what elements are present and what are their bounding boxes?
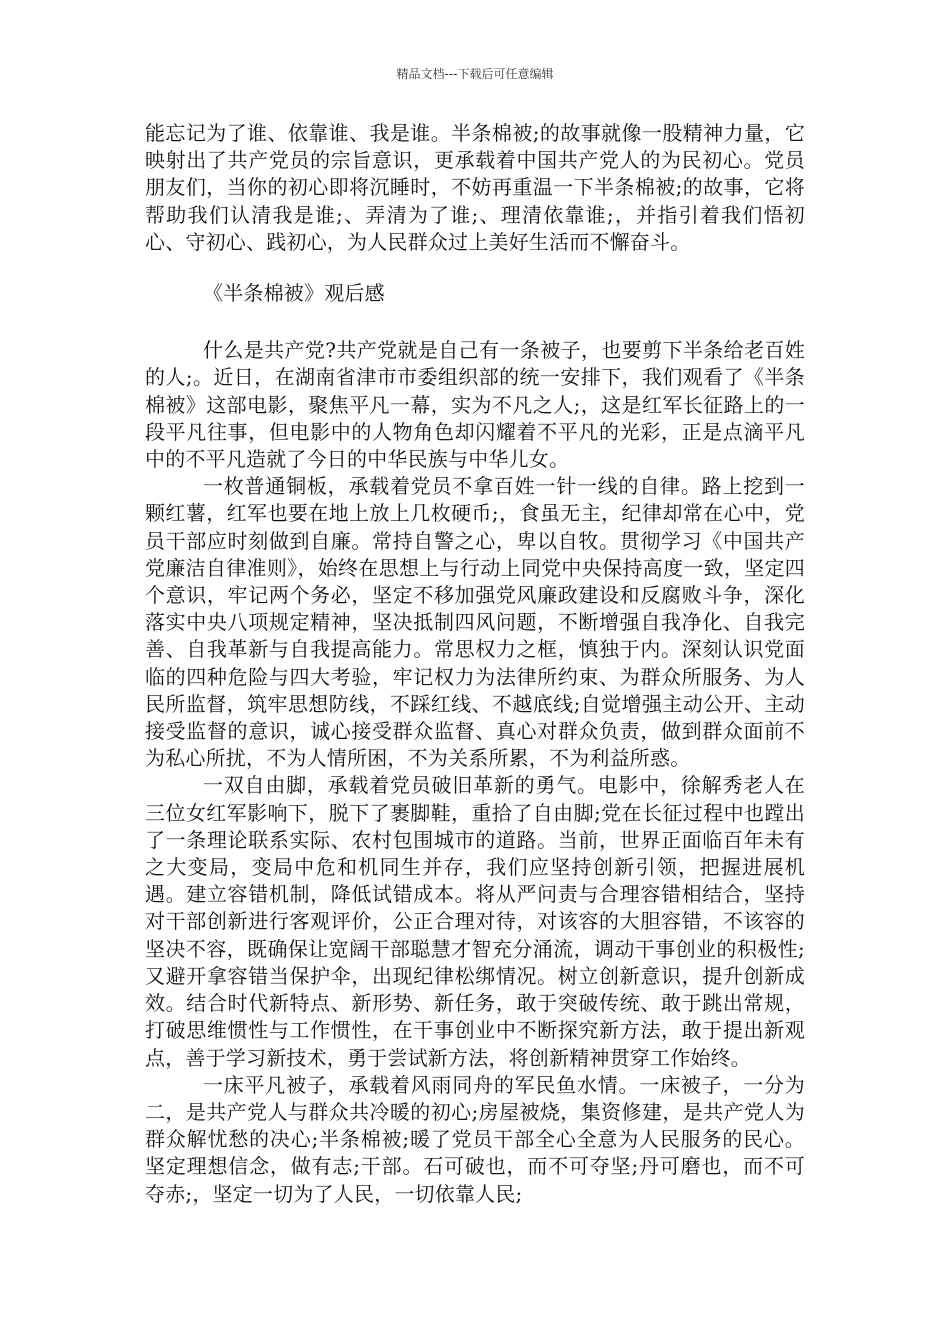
lead-paragraph: 能忘记为了谁、依靠谁、我是谁。半条棉被;的故事就像一股精神力量，它映射出了共产党员的宗旨意识，更承载着中国共产党人的为民初心。党员朋友们，当你的初心即将沉睡时，不妨再重温一下半条棉被;的故事，它将帮助我们认清我是谁;、弄清为了谁;、理清依靠谁;，并指引着我们悟初心、守初心、践初心，为人民群众过上美好生活而不懈奋斗。	[145, 121, 805, 254]
body-paragraph-1: 什么是共产党?共产党就是自己有一条被子，也要剪下半条给老百姓的人;。近日，在湖南省津市市委组织部的统一安排下，我们观看了《半条棉被》这部电影，聚焦平凡一幕，实为不凡之人;，这是红军长征路上的一段平凡往事，但电影中的人物角色却闪耀着不平凡的光彩，正是点滴平凡中的不平凡造就了今日的中华民族与中华儿女。	[145, 338, 805, 472]
page-header: 精品文档---下载后可任意编辑	[396, 67, 554, 81]
body-paragraph-4: 一床平凡被子，承载着风雨同舟的军民鱼水情。一床被子，一分为二，是共产党人与群众共冷暖的初心;房屋被烧，集资修建，是共产党人为群众解忧愁的决心;半条棉被;暖了党员干部全心全意为人民服务的民心。坚定理想信念，做有志;干部。石可破也，而不可夺坚;丹可磨也，而不可夺赤;，坚定一切为了人民，一切依靠人民;	[145, 1072, 805, 1206]
document-body	[145, 120, 805, 1208]
document-title: 《半条棉被》观后感	[203, 281, 385, 306]
body-paragraph-3: 一双自由脚，承载着党员破旧革新的勇气。电影中，徐解秀老人在三位女红军影响下，脱下了裹脚鞋，重拾了自由脚;党在长征过程中也蹚出了一条理论联系实际、农村包围城市的道路。当前，世界正面临百年未有之大变局，变局中危和机同生并存，我们应坚持创新引领，把握进展机遇。建立容错机制，降低试错成本。将从严问责与合理容错相结合，坚持对干部创新进行客观评价，公正合理对待，对该容的大胆容错，不该容的坚决不容，既确保让宽阔干部聪慧才智充分涌流，调动干事创业的积极性;又避开拿容错当保护伞，出现纪律松绑情况。树立创新意识，提升创新成效。结合时代新特点、新形势、新任务，敢于突破传统、敢于跳出常规，打破思维惯性与工作惯性，在干事创业中不断探究新方法，敢于提出新观点，善于学习新技术，勇于尝试新方法，将创新精神贯穿工作始终。	[145, 773, 805, 1070]
body-paragraph-2: 一枚普通铜板，承载着党员不拿百姓一针一线的自律。路上挖到一颗红薯，红军也要在地上放上几枚硬币;，食虽无主，纪律却常在心中，党员干部应时刻做到自廉。常持自警之心，卑以自牧。贯彻学习《中国共产党廉洁自律准则》，始终在思想上与行动上同党中央保持高度一致，坚定四个意识，牢记两个务必，坚定不移加强党风廉政建设和反腐败斗争，深化落实中央八项规定精神，坚决抵制四风问题，不断增强自我净化、自我完善、自我革新与自我提高能力。常思权力之框，慎独于内。深刻认识党面临的四种危险与四大考验，牢记权力为法律所约束、为群众所服务、为人民所监督，筑牢思想防线，不踩红线、不越底线;自觉增强主动公开、主动接受监督的意识，诚心接受群众监督、真心对群众负责，做到群众面前不为私心所扰，不为人情所困，不为关系所累，不为利益所惑。	[145, 474, 805, 771]
